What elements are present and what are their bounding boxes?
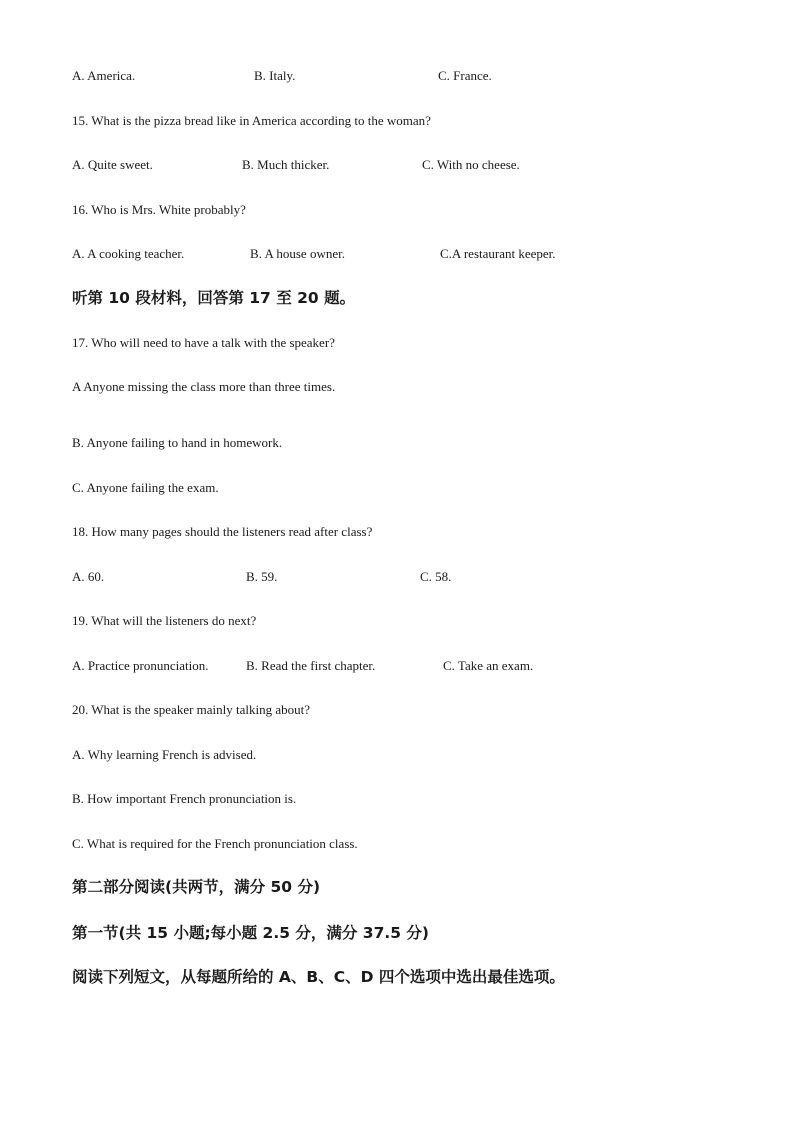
q16-stem: 16. Who is Mrs. White probably? bbox=[72, 202, 246, 217]
q15-option-b: B. Much thicker. bbox=[242, 157, 330, 172]
q18-option-a: A. 60. bbox=[72, 569, 105, 584]
q20-option-b: B. How important French pronunciation is. bbox=[72, 791, 297, 806]
q15-stem: 15. What is the pizza bread like in America according to the woman? bbox=[72, 113, 431, 128]
part-2-heading: 第二部分阅读(共两节，满分 50 分) bbox=[72, 878, 321, 896]
q16-option-a: A. A cooking teacher. bbox=[72, 246, 185, 261]
q19-option-c: C. Take an exam. bbox=[443, 658, 534, 673]
q16-option-b: B. A house owner. bbox=[250, 246, 345, 261]
q14-option-b: B. Italy. bbox=[254, 68, 296, 83]
q17-option-a: A Anyone missing the class more than three times. bbox=[72, 379, 336, 394]
q16-option-c: C.A restaurant keeper. bbox=[440, 246, 556, 261]
reading-instruction: 阅读下列短文，从每题所给的 A、B、C、D 四个选项中选出最佳选项。 bbox=[72, 968, 565, 986]
q15-option-a: A. Quite sweet. bbox=[72, 157, 153, 172]
q19-option-a: A. Practice pronunciation. bbox=[72, 658, 209, 673]
q17-stem: 17. Who will need to have a talk with the speaker? bbox=[72, 335, 335, 350]
q19-stem: 19. What will the listeners do next? bbox=[72, 613, 257, 628]
q18-option-b: B. 59. bbox=[246, 569, 278, 584]
q20-option-a: A. Why learning French is advised. bbox=[72, 747, 257, 762]
q17-option-b: B. Anyone failing to hand in homework. bbox=[72, 435, 283, 450]
q18-option-c: C. 58. bbox=[420, 569, 452, 584]
q14-option-c: C. France. bbox=[438, 68, 492, 83]
part-2-section-1-heading: 第一节(共 15 小题;每小题 2.5 分，满分 37.5 分) bbox=[72, 924, 430, 942]
q20-option-c: C. What is required for the French pronunciation class. bbox=[72, 836, 358, 851]
q15-option-c: C. With no cheese. bbox=[422, 157, 520, 172]
q18-stem: 18. How many pages should the listeners read after class? bbox=[72, 524, 373, 539]
q20-stem: 20. What is the speaker mainly talking about? bbox=[72, 702, 311, 717]
q19-option-b: B. Read the first chapter. bbox=[246, 658, 376, 673]
q17-option-c: C. Anyone failing the exam. bbox=[72, 480, 219, 495]
q14-option-a: A. America. bbox=[72, 68, 136, 83]
section-10-heading: 听第 10 段材料，回答第 17 至 20 题。 bbox=[72, 289, 356, 307]
